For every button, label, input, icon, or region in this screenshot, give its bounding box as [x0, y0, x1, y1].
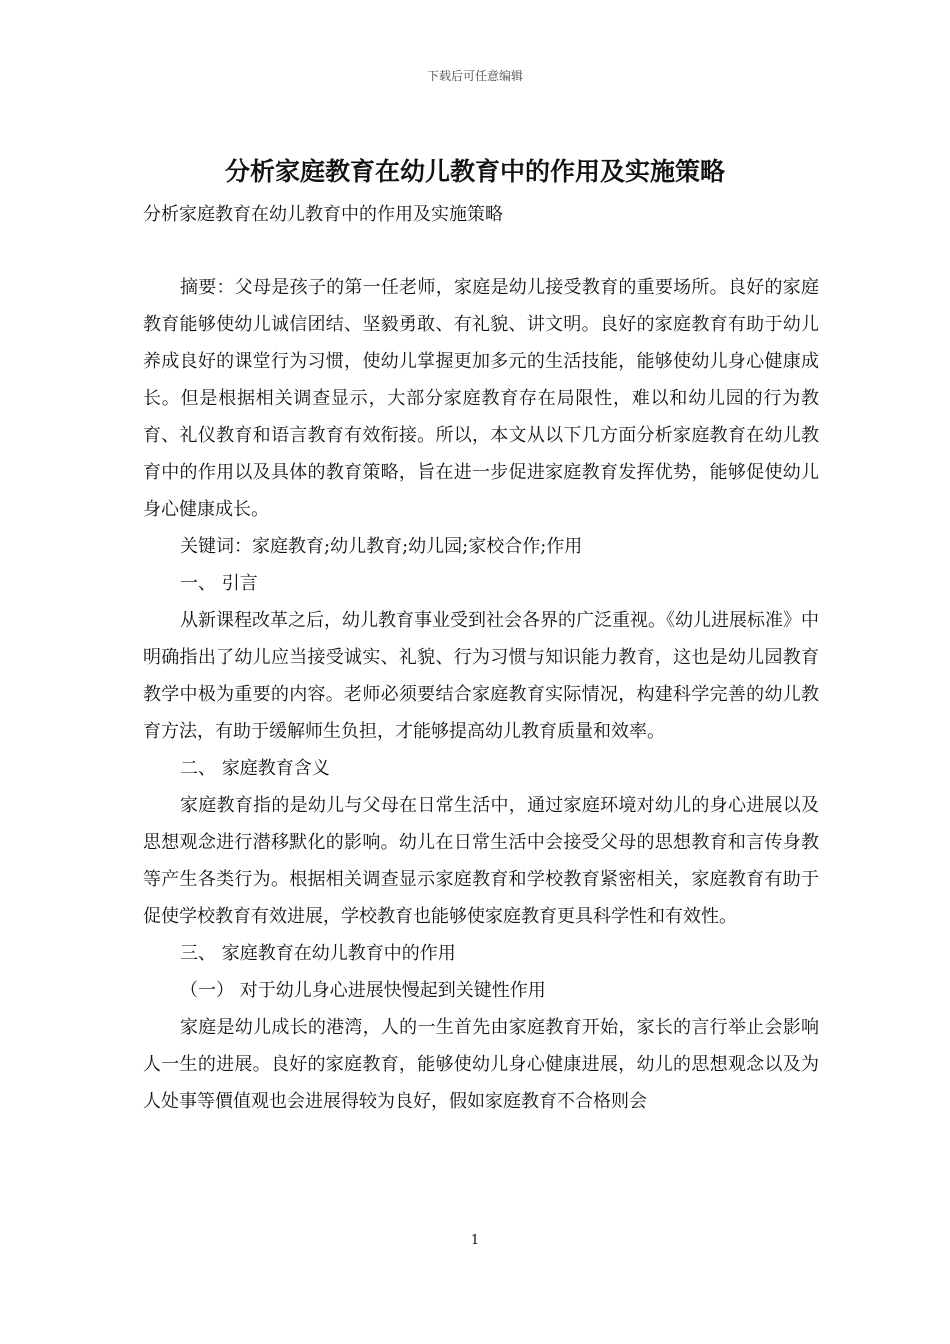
- keywords-line: 关键词：家庭教育;幼儿教育;幼儿园;家校合作;作用: [180, 536, 583, 557]
- section-heading-introduction: 一、 引言: [180, 573, 258, 594]
- subsection-paragraph-development: 家庭是幼儿成长的港湾，人的一生首先由家庭教育开始，家长的言行举止会影响人一生的进展。良好的家庭教育，能够使幼儿身心健康进展，幼儿的思想观念以及为人处事等價值观也会进展得较为良好，假如家庭教育不合格则会: [143, 1017, 819, 1112]
- document-body: [143, 196, 819, 1120]
- section-paragraph-family-education-meaning: 家庭教育指的是幼儿与父母在日常生活中，通过家庭环境对幼儿的身心进展以及思想观念进行潜移默化的影响。幼儿在日常生活中会接受父母的思想教育和言传身教等产生各类行为。根据相关调查显示家庭教育和学校教育紧密相关，家庭教育有助于促使学校教育有效进展，学校教育也能够使家庭教育更具科学性和有效性。: [143, 795, 819, 927]
- document-title: 分析家庭教育在幼儿教育中的作用及实施策略: [224, 157, 725, 186]
- subsection-heading-development: （一） 对于幼儿身心进展快慢起到关键性作用: [180, 980, 546, 1001]
- document-subtitle: 分析家庭教育在幼儿教育中的作用及实施策略: [143, 204, 503, 225]
- section-heading-role: 三、 家庭教育在幼儿教育中的作用: [180, 943, 456, 964]
- abstract-paragraph: 摘要：父母是孩子的第一任老师，家庭是幼儿接受教育的重要场所。良好的家庭教育能够使幼儿诚信团结、坚毅勇敢、有礼貌、讲文明。良好的家庭教育有助于幼儿养成良好的课堂行为习惯，使幼儿掌握更加多元的生活技能，能够使幼儿身心健康成长。但是根据相关调查显示，大部分家庭教育存在局限性，难以和幼儿园的行为教育、礼仪教育和语言教育有效衔接。所以，本文从以下几方面分析家庭教育在幼儿教育中的作用以及具体的教育策略，旨在进一步促进家庭教育发挥优势，能够促使幼儿身心健康成长。: [143, 277, 819, 520]
- page-header-note: 下载后可任意编辑: [426, 69, 523, 83]
- section-heading-family-education-meaning: 二、 家庭教育含义: [180, 758, 330, 779]
- section-paragraph-introduction: 从新课程改革之后，幼儿教育事业受到社会各界的广泛重视。《幼儿进展标准》中明确指出了幼儿应当接受诚实、礼貌、行为习惯与知识能力教育，这也是幼儿园教育教学中极为重要的内容。老师必须要结合家庭教育实际情况，构建科学完善的幼儿教育方法，有助于缓解师生负担，才能够提高幼儿教育质量和效率。: [143, 610, 819, 742]
- page-number: 1: [470, 1233, 480, 1248]
